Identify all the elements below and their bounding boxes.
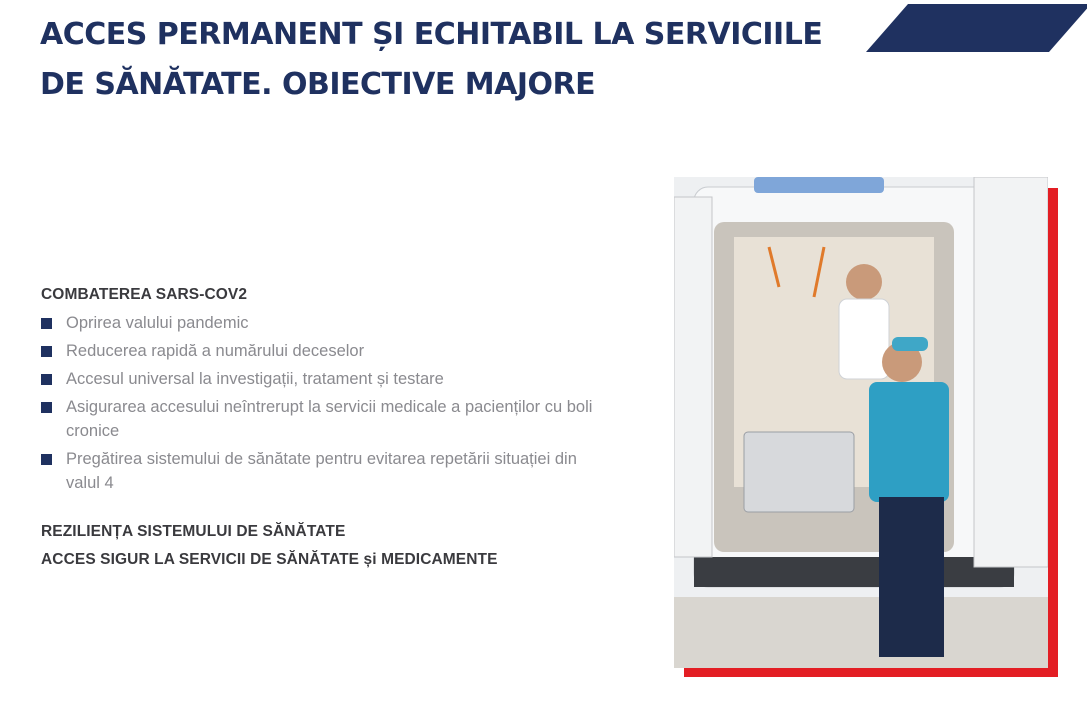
bullet-square-icon [41,318,52,329]
ambulance-photo [674,177,1048,668]
list-item: Oprirea valului pandemic [41,311,601,335]
list-item: Reducerea rapidă a numărului deceselor [41,339,601,363]
section-heading-acces-sigur: ACCES SIGUR LA SERVICII DE SĂNĂTATE și MEDICAMENTE [41,551,498,568]
title-line-1: ACCES PERMANENT ȘI ECHITABIL LA SERVICIILE [40,17,823,52]
title-line-2: DE SĂNĂTATE. OBIECTIVE MAJORE [40,67,596,102]
list-item: Asigurarea accesului neîntrerupt la servicii medicale a pacienților cu boli cronice [41,395,601,443]
bullet-square-icon [41,346,52,357]
section-heading-rezilienta: REZILIENȚA SISTEMULUI DE SĂNĂTATE [41,523,346,540]
bullet-square-icon [41,402,52,413]
list-item: Pregătirea sistemului de sănătate pentru evitarea repetării situației din valul 4 [41,447,601,495]
objectives-list [41,311,601,499]
section-heading-combatere: COMBATEREA SARS-COV2 [41,286,248,303]
bullet-square-icon [41,454,52,465]
list-item: Accesul universal la investigații, tratament și testare [41,367,601,391]
header-decor-bar [866,4,1087,52]
bullet-square-icon [41,374,52,385]
page-title [40,10,870,110]
